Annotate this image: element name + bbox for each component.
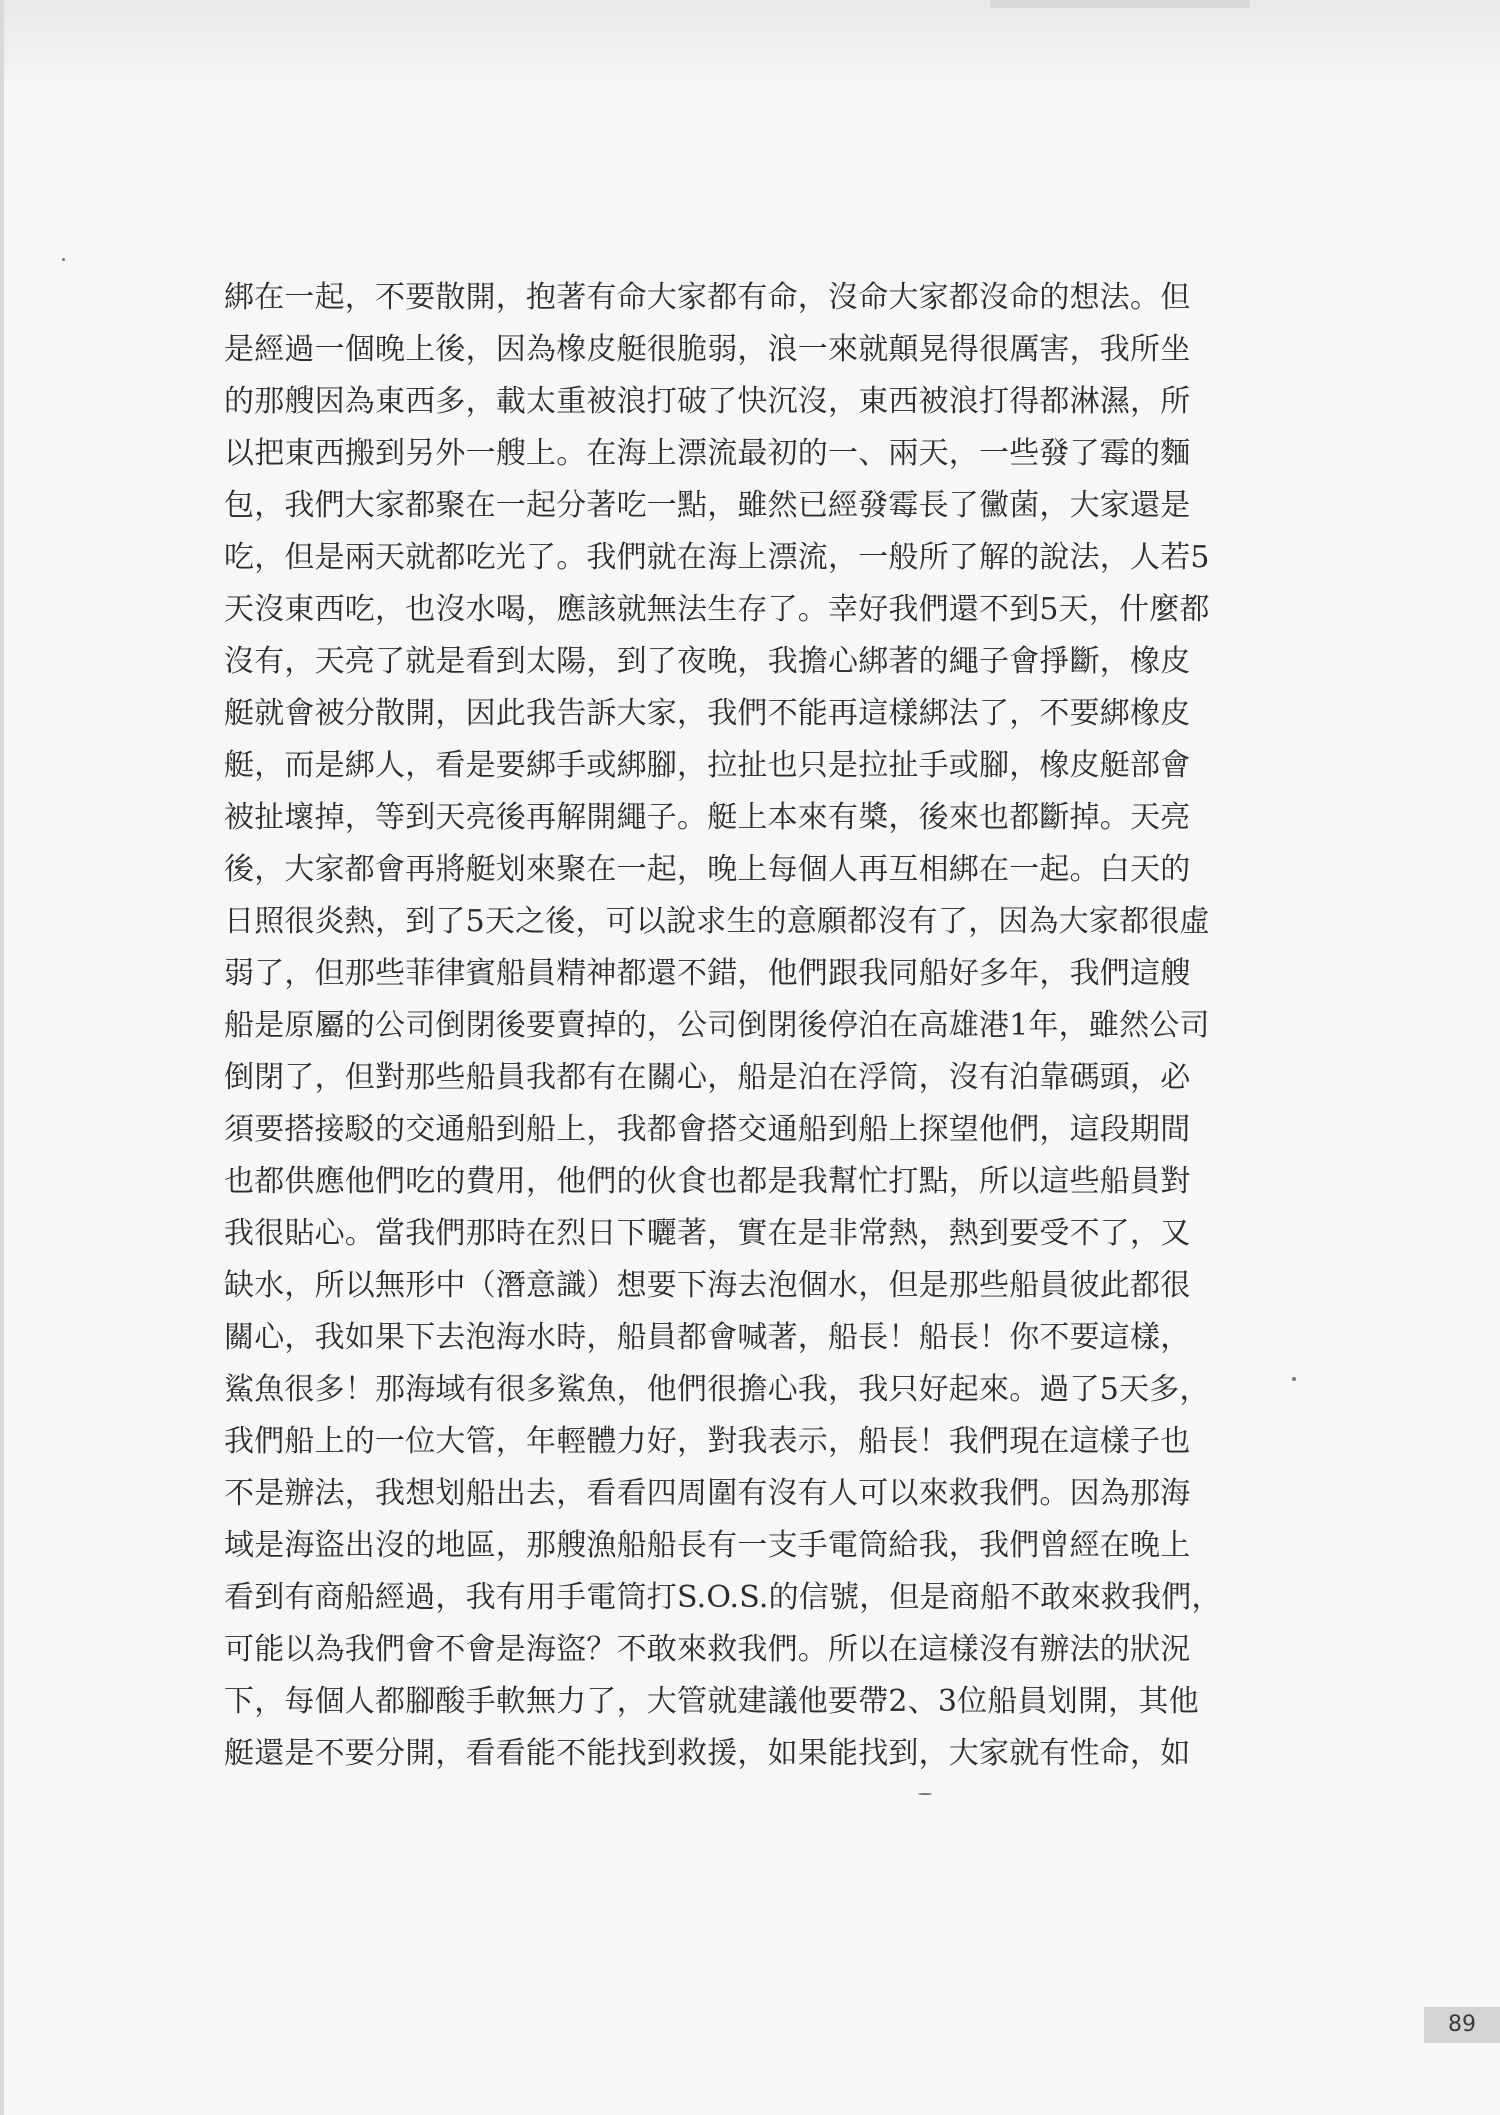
text-line: 弱了，但那些菲律賓船員精神都還不錯，他們跟我同船好多年，我們這艘 bbox=[224, 956, 1191, 991]
body-text bbox=[224, 272, 1276, 1780]
text-line: 須要搭接駁的交通船到船上，我都會搭交通船到船上探望他們，這段期間 bbox=[224, 1112, 1191, 1147]
text-line: 也都供應他們吃的費用，他們的伙食也都是我幫忙打點，所以這些船員對 bbox=[224, 1164, 1191, 1199]
text-line: 以把東西搬到另外一艘上。在海上漂流最初的一、兩天，一些發了霉的麵 bbox=[224, 436, 1191, 471]
text-line: 艇還是不要分開，看看能不能找到救援，如果能找到，大家就有性命，如 bbox=[224, 1736, 1191, 1771]
page-number: 89 bbox=[1424, 2007, 1500, 2043]
text-line: 船是原屬的公司倒閉後要賣掉的，公司倒閉後停泊在高雄港1年，雖然公司 bbox=[224, 1008, 1210, 1043]
text-line: 關心，我如果下去泡海水時，船員都會喊著，船長！船長！你不要這樣， bbox=[224, 1320, 1191, 1355]
text-line: 天沒東西吃，也沒水喝，應該就無法生存了。幸好我們還不到5天，什麼都 bbox=[224, 592, 1210, 627]
text-line: 看到有商船經過，我有用手電筒打S.O.S.的信號，但是商船不敢來救我們， bbox=[224, 1580, 1222, 1615]
text-line: 綁在一起，不要散開，抱著有命大家都有命，沒命大家都沒命的想法。但 bbox=[224, 280, 1191, 315]
text-line: 我很貼心。當我們那時在烈日下曬著，實在是非常熱，熱到要受不了，又 bbox=[224, 1216, 1191, 1251]
text-line: 被扯壞掉，等到天亮後再解開繩子。艇上本來有槳，後來也都斷掉。天亮 bbox=[224, 800, 1191, 835]
text-line: 可能以為我們會不會是海盜？不敢來救我們。所以在這樣沒有辦法的狀況 bbox=[224, 1632, 1191, 1667]
text-line: 鯊魚很多！那海域有很多鯊魚，他們很擔心我，我只好起來。過了5天多， bbox=[224, 1372, 1210, 1407]
text-line: 沒有，天亮了就是看到太陽，到了夜晚，我擔心綁著的繩子會掙斷，橡皮 bbox=[224, 644, 1191, 679]
text-line: 包，我們大家都聚在一起分著吃一點，雖然已經發霉長了黴菌，大家還是 bbox=[224, 488, 1191, 523]
text-line: 的那艘因為東西多，載太重被浪打破了快沉沒，東西被浪打得都淋濕，所 bbox=[224, 384, 1191, 419]
scan-top-band bbox=[0, 0, 1500, 80]
scan-speck bbox=[918, 1793, 932, 1795]
text-line: 吃，但是兩天就都吃光了。我們就在海上漂流，一般所了解的說法，人若5 bbox=[224, 540, 1210, 575]
text-line: 倒閉了，但對那些船員我都有在關心，船是泊在浮筒，沒有泊靠碼頭，必 bbox=[224, 1060, 1191, 1095]
text-line: 艇就會被分散開，因此我告訴大家，我們不能再這樣綁法了，不要綁橡皮 bbox=[224, 696, 1191, 731]
text-line: 是經過一個晚上後，因為橡皮艇很脆弱，浪一來就顛晃得很厲害，我所坐 bbox=[224, 332, 1191, 367]
text-line: 日照很炎熱，到了5天之後，可以說求生的意願都沒有了，因為大家都很虛 bbox=[224, 904, 1210, 939]
scan-speck bbox=[62, 258, 65, 261]
text-line: 我們船上的一位大管，年輕體力好，對我表示，船長！我們現在這樣子也 bbox=[224, 1424, 1191, 1459]
text-line: 艇，而是綁人，看是要綁手或綁腳，拉扯也只是拉扯手或腳，橡皮艇部會 bbox=[224, 748, 1191, 783]
text-line: 不是辦法，我想划船出去，看看四周圍有沒有人可以來救我們。因為那海 bbox=[224, 1476, 1191, 1511]
scan-top-shadow bbox=[990, 0, 1250, 8]
page-left-edge bbox=[0, 0, 4, 2115]
text-line: 缺水，所以無形中（潛意識）想要下海去泡個水，但是那些船員彼此都很 bbox=[224, 1268, 1191, 1303]
text-line: 下，每個人都腳酸手軟無力了，大管就建議他要帶2、3位船員划開，其他 bbox=[224, 1684, 1199, 1719]
scan-speck bbox=[1292, 1377, 1296, 1381]
text-line: 後，大家都會再將艇划來聚在一起，晚上每個人再互相綁在一起。白天的 bbox=[224, 852, 1191, 887]
text-line: 域是海盜出沒的地區，那艘漁船船長有一支手電筒給我，我們曾經在晚上 bbox=[224, 1528, 1191, 1563]
